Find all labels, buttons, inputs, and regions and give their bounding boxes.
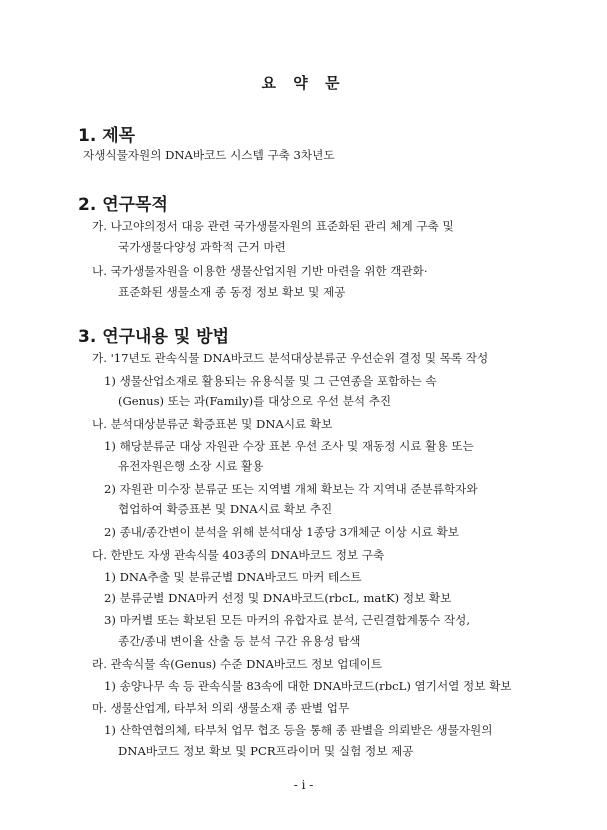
section-3-na-sub1-line2: 유전자원은행 소장 시료 활용 <box>118 459 264 473</box>
section-3-na-sub1-line1: 1) 해당분류군 대상 자원관 수장 표본 우선 조사 및 재동정 시료 활용 또는 <box>104 439 474 453</box>
section-2-item-na-line1: 나. 국가생물자원을 이용한 생물산업지원 기반 마련을 위한 객관화· <box>92 264 428 278</box>
section-3-ma-sub1-line2: DNA바코드 정보 확보 및 PCR프라이머 및 실험 정보 제공 <box>118 744 414 758</box>
section-3-da-sub3-line2: 종간/종내 변이율 산출 등 분석 구간 유용성 탐색 <box>118 634 361 648</box>
section-3-na-sub2-line2: 협업하여 확증표본 및 DNA시료 확보 추진 <box>118 502 333 516</box>
section-3-da-sub3-line1: 3) 마커별 또는 확보된 모든 마커의 유합자료 분석, 근린결합계통수 작성, <box>104 613 471 627</box>
section-3-ra-title: 라. 관속식물 속(Genus) 수준 DNA바코드 정보 업데이트 <box>92 657 383 671</box>
document-title: 요 약 문 <box>261 74 346 92</box>
section-2-item-ga-line1: 가. 나고야의정서 대응 관련 국가생물자원의 표준화된 관리 체계 구축 및 <box>92 219 454 233</box>
section-2-item-na-line2: 표준화된 생물소재 종 동정 정보 확보 및 제공 <box>118 285 346 299</box>
section-3-ga-title: 가. '17년도 관속식물 DNA바코드 분석대상분류군 우선순위 결정 및 목록 작성 <box>92 351 489 365</box>
section-3-ga-sub1-line1: 1) 생물산업소재로 활용되는 유용식물 및 그 근연종을 포함하는 속 <box>104 374 437 388</box>
section-3-da-sub1: 1) DNA추출 및 분류군별 DNA바코드 마커 테스트 <box>104 570 362 584</box>
section-3-ma-title: 마. 생물산업계, 타부처 의뢰 생물소재 종 판별 업무 <box>92 701 350 715</box>
section-2-item-ga-line2: 국가생물다양성 과학적 근거 마련 <box>118 240 286 254</box>
section-3-na-sub3: 2) 종내/종간변이 분석을 위해 분석대상 1종당 3개체군 이상 시료 확보 <box>104 525 459 539</box>
section-3-ma-sub1-line1: 1) 산학연협의체, 타부처 업무 협조 등을 통해 종 판별을 의뢰받은 생물자원의 <box>104 723 493 737</box>
section-2-heading: 2. 연구목적 <box>78 195 168 215</box>
section-3-heading: 3. 연구내용 및 방법 <box>78 327 229 347</box>
section-3-ga-sub1-line2: (Genus) 또는 과(Family)를 대상으로 우선 분석 추진 <box>118 394 392 408</box>
section-3-da-title: 다. 한반도 자생 관속식물 403종의 DNA바코드 정보 구축 <box>92 548 385 562</box>
page-number: - i - <box>293 778 314 792</box>
section-3-na-sub2-line1: 2) 자원관 미수장 분류군 또는 지역별 개체 확보는 각 지역내 준분류학자와 <box>104 482 478 496</box>
section-3-na-title: 나. 분석대상분류군 확증표본 및 DNA시료 확보 <box>92 417 333 431</box>
section-1-heading: 1. 제목 <box>78 126 136 146</box>
section-1-body: 자생식물자원의 DNA바코드 시스템 구축 3차년도 <box>83 148 335 162</box>
section-3-da-sub2: 2) 분류군별 DNA마커 선정 및 DNA바코드(rbcL, matK) 정보 확보 <box>104 591 452 605</box>
section-3-ra-sub1: 1) 송양나무 속 등 관속식물 83속에 대한 DNA바코드(rbcL) 염기서열 정보 확보 <box>104 679 512 693</box>
